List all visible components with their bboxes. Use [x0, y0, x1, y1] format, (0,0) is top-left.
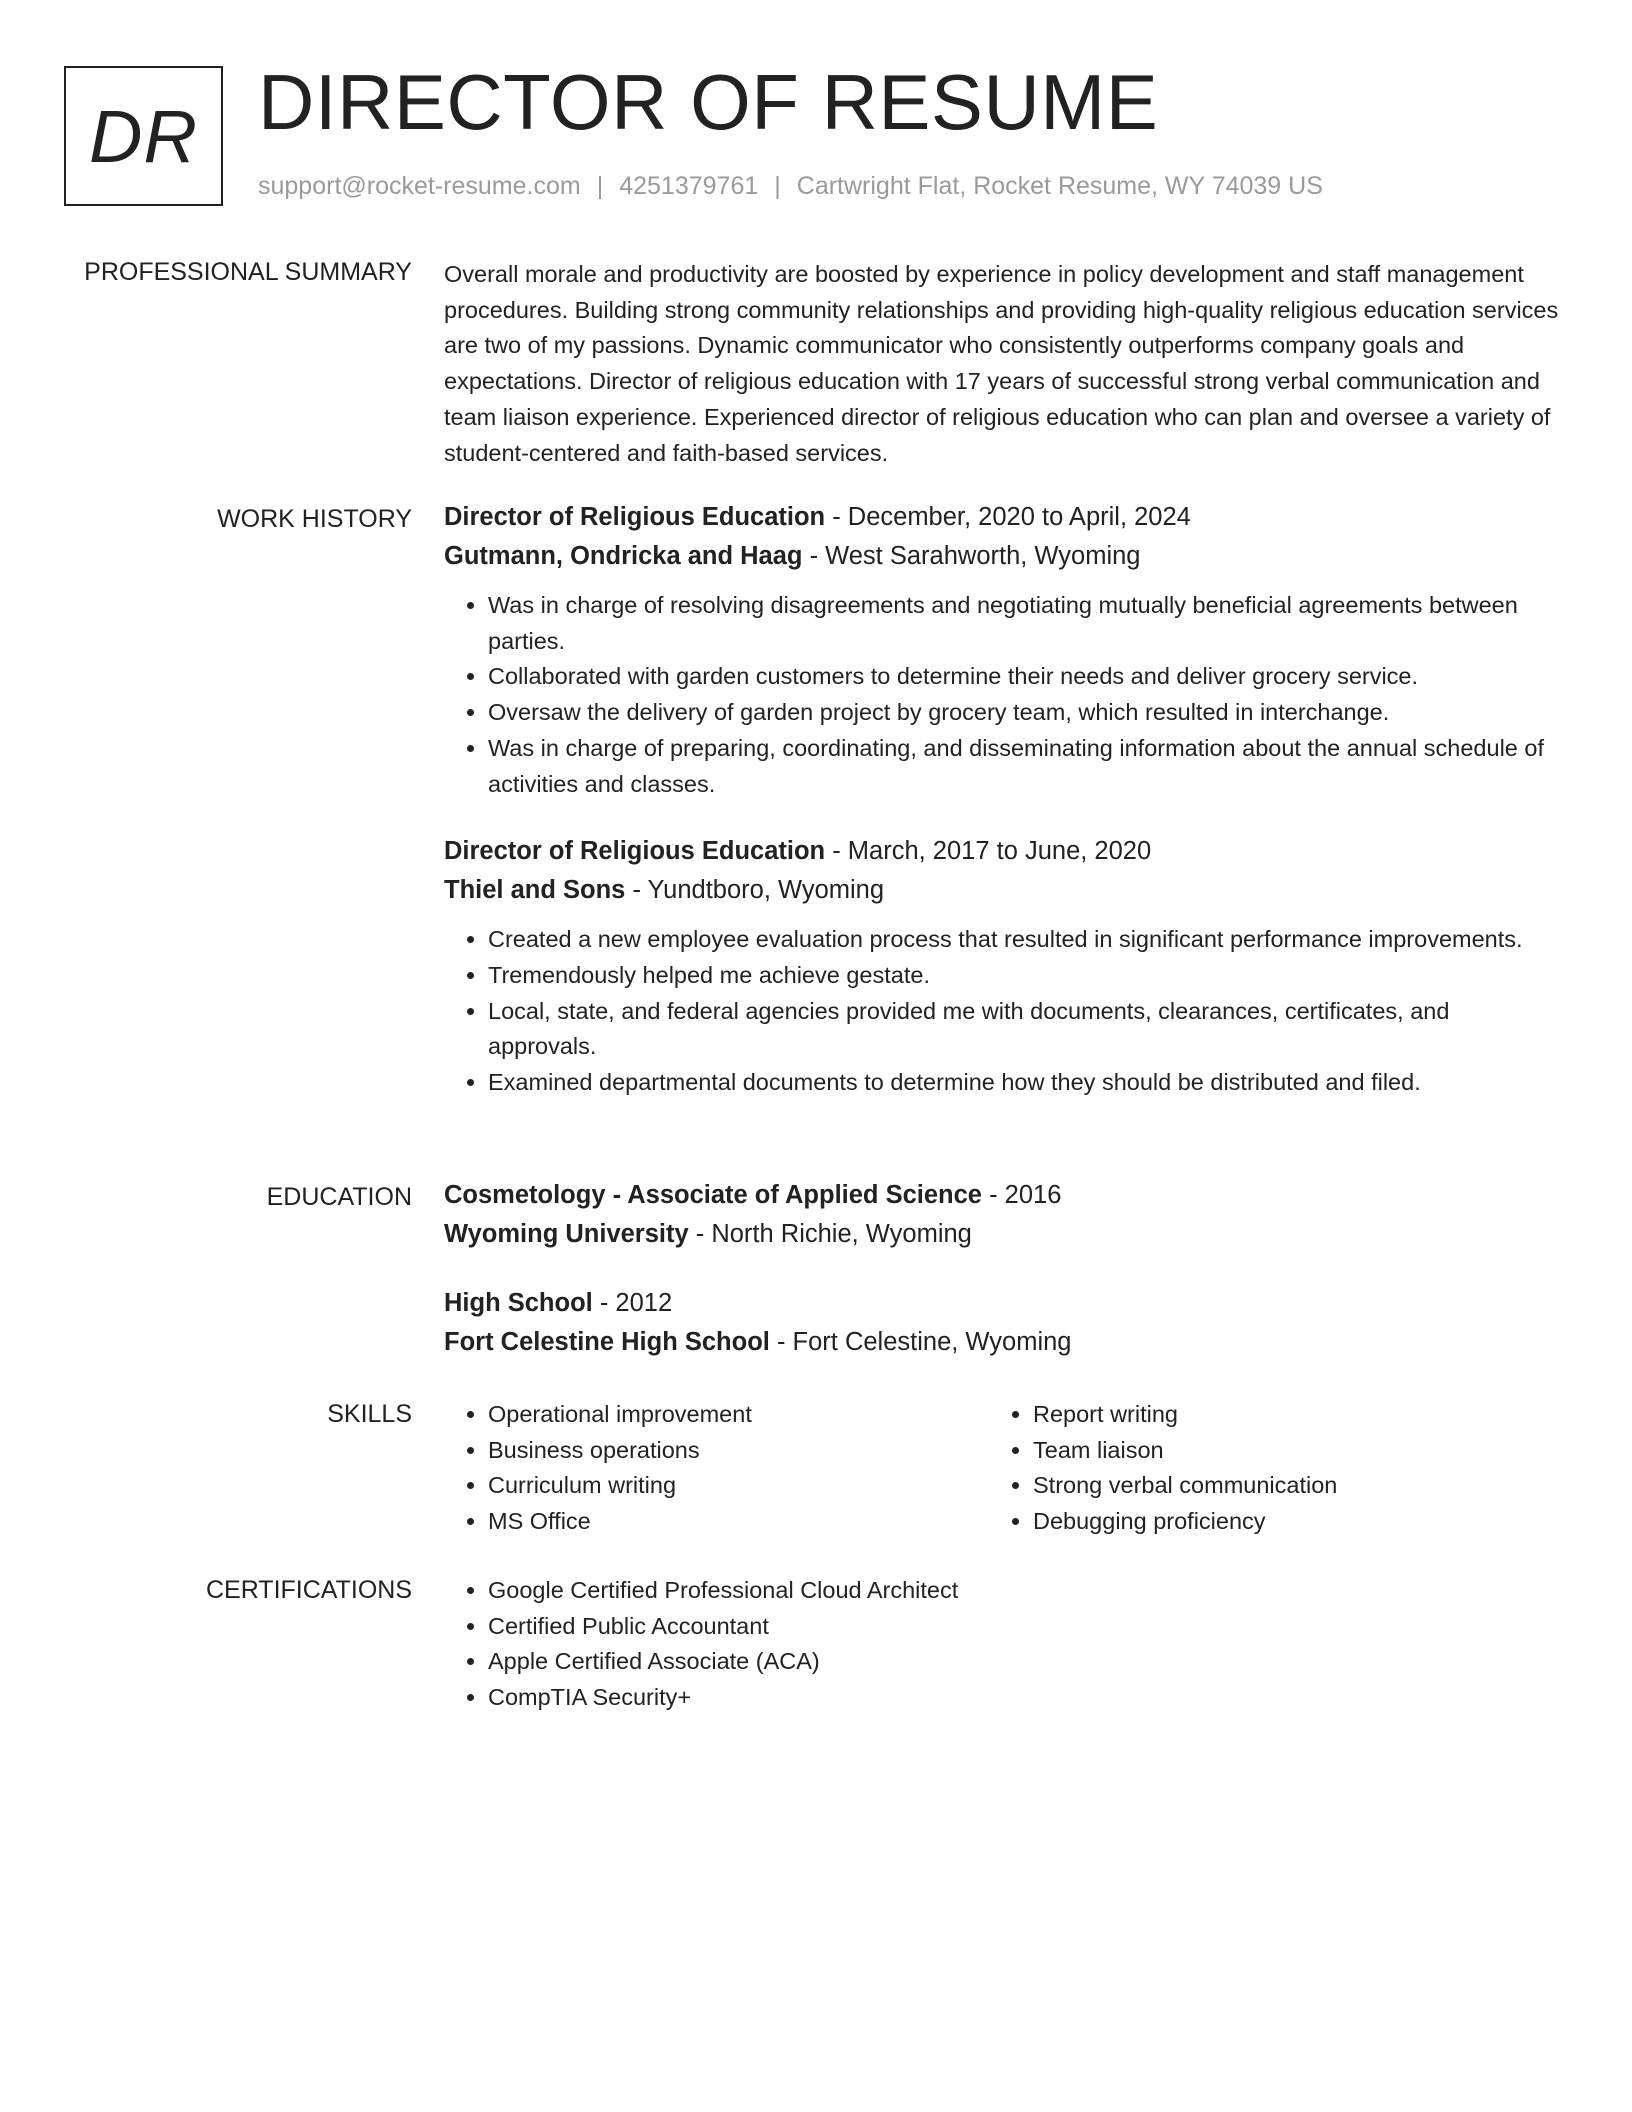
education-degree-line [444, 1176, 1564, 1215]
job-company: Gutmann, Ondricka and Haag [444, 542, 803, 570]
page-title: DIRECTOR OF RESUME [258, 58, 1159, 146]
contact-separator: | [596, 172, 604, 200]
education-school-line [444, 1215, 1564, 1254]
education-school-line [444, 1323, 1564, 1362]
job-title: Director of Religious Education [444, 503, 826, 531]
list-item: • Team liaison [1033, 1433, 1534, 1469]
list-item: • Created a new employee evaluation process that resulted in significant performance improvements. [488, 922, 1564, 958]
address-text: Cartwright Flat, Rocket Resume, WY 74039 US [796, 172, 1323, 200]
education-school: Fort Celestine High School [444, 1328, 770, 1356]
list-item: • Was in charge of resolving disagreements and negotiating mutually beneficial agreements between parties. [488, 588, 1564, 659]
list-item: • Examined departmental documents to determine how they should be distributed and filed. [488, 1065, 1564, 1101]
education-entry [444, 1284, 1564, 1362]
list-item: • MS Office [488, 1504, 989, 1540]
education-body [444, 1176, 1564, 1392]
section-heading-skills: SKILLS [327, 1400, 412, 1428]
education-year: - 2012 [592, 1289, 673, 1317]
email-text[interactable]: support@rocket-resume.com [258, 172, 581, 200]
list-item: • Oversaw the delivery of garden project by grocery team, which resulted in interchange. [488, 695, 1564, 731]
skills-list [989, 1397, 1534, 1540]
skills-body [444, 1397, 1564, 1540]
job-dates: - March, 2017 to June, 2020 [825, 837, 1152, 866]
education-school: Wyoming University [444, 1220, 689, 1248]
skills-list [444, 1397, 989, 1540]
section-heading-education: EDUCATION [266, 1183, 412, 1211]
list-item: • Apple Certified Associate (ACA) [488, 1644, 1564, 1680]
list-item: • Local, state, and federal agencies provided me with documents, clearances, certificates, and approvals. [488, 994, 1564, 1065]
skills-column-right [989, 1397, 1534, 1540]
summary-text: Overall morale and productivity are boosted by experience in policy development and staff management procedures. Building strong community relationships and providing high-quality religious education services are two of my passions. Dynamic communicator who consistently outperforms company goals and expectations. Director of religious education with 17 years of successful strong verbal communication and team liaison experience. Experienced director of religious education who can plan and oversee a variety of student-centered and faith-based services. [444, 261, 1559, 466]
skills-columns [444, 1397, 1564, 1540]
job-location: - West Sarahworth, Wyoming [802, 542, 1141, 570]
list-item: • Report writing [1033, 1397, 1534, 1433]
certifications-body [444, 1573, 1564, 1716]
job-entry [444, 832, 1564, 1101]
job-company-line [444, 871, 1564, 910]
job-title-line [444, 498, 1564, 537]
work-history-body [444, 498, 1564, 1131]
list-item: • Was in charge of preparing, coordinating, and disseminating information about the annual schedule of activities and classes. [488, 731, 1564, 802]
list-item: • Curriculum writing [488, 1468, 989, 1504]
education-location: - North Richie, Wyoming [688, 1220, 972, 1248]
education-location: - Fort Celestine, Wyoming [769, 1328, 1072, 1356]
list-item: • Debugging proficiency [1033, 1504, 1534, 1540]
job-title: Director of Religious Education [444, 837, 826, 866]
job-dates: - December, 2020 to April, 2024 [825, 503, 1191, 531]
job-title-line [444, 832, 1564, 871]
section-heading-work-history: WORK HISTORY [217, 505, 412, 533]
section-heading-summary: PROFESSIONAL SUMMARY [84, 258, 412, 286]
certifications-list [444, 1573, 1564, 1716]
education-year: - 2016 [981, 1181, 1062, 1209]
job-bullets [444, 588, 1564, 802]
list-item: • CompTIA Security+ [488, 1680, 1564, 1716]
list-item: • Collaborated with garden customers to determine their needs and deliver grocery service. [488, 659, 1564, 695]
education-entry [444, 1176, 1564, 1254]
education-degree: Cosmetology - Associate of Applied Science [444, 1181, 982, 1209]
job-entry [444, 498, 1564, 802]
job-location: - Yundtboro, Wyoming [625, 876, 885, 905]
contact-line [258, 172, 1323, 201]
list-item: • Certified Public Accountant [488, 1609, 1564, 1645]
job-bullets [444, 922, 1564, 1101]
monogram-logo: DR [64, 66, 223, 206]
job-company: Thiel and Sons [444, 876, 626, 905]
list-item: • Tremendously helped me achieve gestate. [488, 958, 1564, 994]
list-item: • Google Certified Professional Cloud Architect [488, 1573, 1564, 1609]
list-item: • Business operations [488, 1433, 989, 1469]
list-item: • Operational improvement [488, 1397, 989, 1433]
education-degree-line [444, 1284, 1564, 1323]
summary-body [444, 257, 1564, 471]
job-company-line [444, 537, 1564, 576]
list-item: • Strong verbal communication [1033, 1468, 1534, 1504]
phone-text[interactable]: 4251379761 [619, 172, 759, 200]
education-degree: High School [444, 1289, 593, 1317]
contact-separator: | [774, 172, 781, 200]
section-heading-certifications: CERTIFICATIONS [205, 1576, 412, 1604]
skills-column-left [444, 1397, 989, 1540]
